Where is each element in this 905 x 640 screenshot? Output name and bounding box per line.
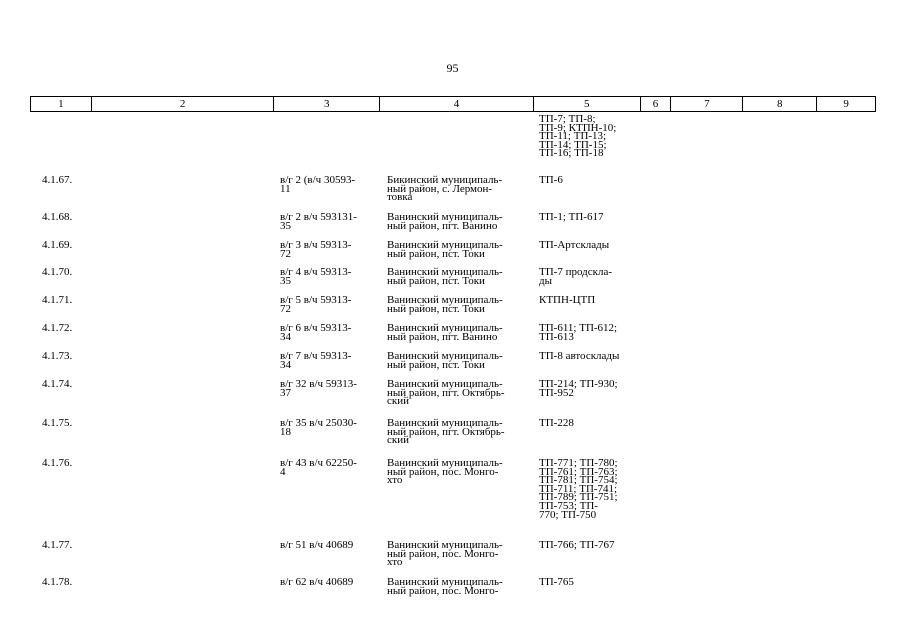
row-substations: ТП-765 <box>539 576 574 588</box>
row-number: 4.1.71. <box>42 294 73 306</box>
row-location: Ванинский муниципаль- ный район, пгт. Ванино <box>387 211 503 232</box>
table-header <box>30 96 876 112</box>
row-location: Ванинский муниципаль- ный район, пгт. Октябрь- ский <box>387 417 505 447</box>
row-unit: в/г 3 в/ч 59313- 72 <box>280 239 352 260</box>
header-col-6: 6 <box>641 97 672 111</box>
row-number: 4.1.75. <box>42 417 73 429</box>
row-location: Ванинский муниципаль- ный район, пос. Монго- хто <box>387 539 503 569</box>
row-number: 4.1.70. <box>42 266 73 278</box>
header-col-2: 2 <box>92 97 275 111</box>
page-number: 95 <box>446 61 459 75</box>
row-number: 4.1.78. <box>42 576 73 588</box>
row-unit: в/г 2 (в/ч 30593- 11 <box>280 174 356 195</box>
row-number: 4.1.68. <box>42 211 73 223</box>
row-unit: в/г 32 в/ч 59313- 37 <box>280 378 357 399</box>
row-number: 4.1.77. <box>42 539 73 551</box>
row-location: Ванинский муниципаль- ный район, пос. Монго- хто <box>387 457 503 487</box>
row-number: 4.1.74. <box>42 378 73 390</box>
row-number: 4.1.67. <box>42 174 73 186</box>
row-substations: ТП-214; ТП-930; ТП-952 <box>539 378 618 399</box>
row-location: Ванинский муниципаль- ный район, пст. Токи <box>387 239 503 260</box>
header-col-7: 7 <box>671 97 743 111</box>
row-unit: в/г 35 в/ч 25030- 18 <box>280 417 357 438</box>
row-substations: ТП-766; ТП-767 <box>539 539 615 551</box>
row-number: 4.1.69. <box>42 239 73 251</box>
header-col-8: 8 <box>743 97 817 111</box>
row-substations: ТП-Артсклады <box>539 239 610 251</box>
row-unit: в/г 7 в/ч 59313- 34 <box>280 350 352 371</box>
row-location: Ванинский муниципаль- ный район, пгт. Ванино <box>387 322 503 343</box>
row-substations: ТП-6 <box>539 174 563 186</box>
header-col-1: 1 <box>31 97 92 111</box>
header-col-3: 3 <box>274 97 380 111</box>
row-unit: в/г 51 в/ч 40689 <box>280 539 354 551</box>
row-unit: в/г 43 в/ч 62250- 4 <box>280 457 357 478</box>
row-unit: в/г 62 в/ч 40689 <box>280 576 354 588</box>
row-substations: ТП-771; ТП-780; ТП-761; ТП-763; ТП-781; ТП-754; ТП-711; ТП-741; ТП-789; ТП-751; ТП-753; ТП- 770; ТП-750 <box>539 457 618 521</box>
row-unit: в/г 6 в/ч 59313- 34 <box>280 322 352 343</box>
continuation-substations: ТП-7; ТП-8; ТП-9; КТПН-10; ТП-11; ТП-13; ТП-14; ТП-15; ТП-16; ТП-18 <box>539 113 617 160</box>
row-location: Ванинский муниципаль- ный район, пос. Монго- <box>387 576 503 597</box>
row-number: 4.1.72. <box>42 322 73 334</box>
row-location: Ванинский муниципаль- ный район, пст. Токи <box>387 294 503 315</box>
row-substations: ТП-8 автосклады <box>539 350 620 362</box>
row-unit: в/г 2 в/ч 593131- 35 <box>280 211 357 232</box>
row-number: 4.1.76. <box>42 457 73 469</box>
header-col-5: 5 <box>534 97 641 111</box>
row-location: Ванинский муниципаль- ный район, пст. Токи <box>387 350 503 371</box>
row-substations: ТП-7 продскла- ды <box>539 266 613 287</box>
row-substations: ТП-611; ТП-612; ТП-613 <box>539 322 618 343</box>
row-substations: ТП-1; ТП-617 <box>539 211 604 223</box>
row-number: 4.1.73. <box>42 350 73 362</box>
row-location: Ванинский муниципаль- ный район, пгт. Октябрь- ский <box>387 378 505 408</box>
row-location: Ванинский муниципаль- ный район, пст. Токи <box>387 266 503 287</box>
row-location: Бикинский муниципаль- ный район, с. Лермон- товка <box>387 174 503 204</box>
header-col-9: 9 <box>843 98 849 110</box>
row-unit: в/г 4 в/ч 59313- 35 <box>280 266 352 287</box>
header-col-4: 4 <box>380 97 534 111</box>
row-unit: в/г 5 в/ч 59313- 72 <box>280 294 352 315</box>
row-substations: ТП-228 <box>539 417 574 429</box>
row-substations: КТПН-ЦТП <box>539 294 596 306</box>
